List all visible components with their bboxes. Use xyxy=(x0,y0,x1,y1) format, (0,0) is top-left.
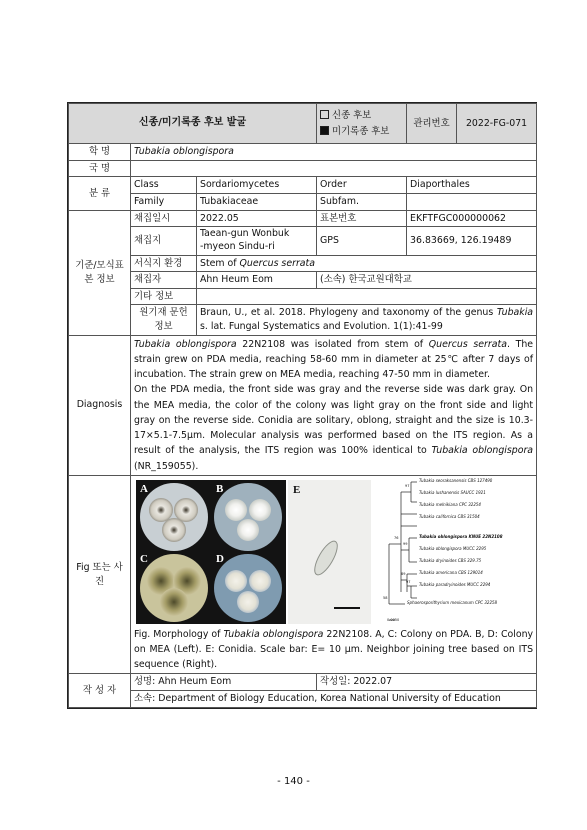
author-date-value: 2022.07 xyxy=(353,676,393,688)
tree-taxon: Tubakia californica CBS 31504 xyxy=(419,513,480,519)
subfamily-value xyxy=(407,193,537,210)
order-label: Order xyxy=(317,177,407,194)
support-value: 58 xyxy=(383,595,388,600)
record-table xyxy=(68,103,537,708)
collector-affiliation: (소속) 한국교원대학교 xyxy=(317,272,537,289)
petri-dish-graphic xyxy=(136,480,286,624)
habitat-value xyxy=(197,255,537,272)
collection-site-value xyxy=(197,227,317,255)
tree-scale-label: 0.0050 xyxy=(387,617,400,622)
support-value: 89 xyxy=(401,571,406,576)
checkbox-new-species[interactable] xyxy=(320,110,329,119)
diagnosis-species: Tubakia oblongispora xyxy=(134,338,237,350)
class-label: Class xyxy=(131,177,197,194)
checkbox-unrecorded-species[interactable] xyxy=(320,126,329,135)
subfamily-label: Subfam. xyxy=(317,193,407,210)
author-date: 작성일: 2022.07 xyxy=(317,674,537,691)
author-section-label: 작 성 자 xyxy=(69,674,131,707)
panel-a-label: A xyxy=(140,482,148,495)
korean-name-value xyxy=(131,160,537,177)
gps-value: 36.83669, 126.19489 xyxy=(407,227,537,255)
mgmt-number-value: 2022-FG-071 xyxy=(457,104,537,144)
diagnosis-text xyxy=(131,335,537,475)
specimen-number-value: EKFTFGC000000062 xyxy=(407,210,537,227)
phylogenetic-tree xyxy=(377,477,529,624)
tree-taxon: Sphaerosporithyrium mexicanum CPC 32258 xyxy=(407,599,498,605)
caption-rest: 22N2108. A, C: Colony on PDA. B, D: Colony on MEA (Left). E: Conidia. Scale bar: E= 10 μm. Neighbor joining tree based on ITS sequence (Right). xyxy=(134,628,534,671)
reference-genus: Tubakia xyxy=(496,307,534,319)
family-label: Family xyxy=(131,193,197,210)
diagnosis-species-2: Tubakia oblongispora xyxy=(431,445,534,457)
collector-label: 채집자 xyxy=(131,272,197,289)
habitat-prefix: Stem of xyxy=(200,257,240,269)
collector-value: Ahn Heum Eom xyxy=(197,272,317,289)
panel-d-label: D xyxy=(216,552,224,565)
scientific-name-value xyxy=(131,144,537,161)
diagnosis-text-4: (NR_159055). xyxy=(134,460,199,472)
tree-taxon: Tubakia seoraksanensis CBS 127490 xyxy=(419,477,493,483)
author-affil-value: Department of Biology Education, Korea National University of Education xyxy=(158,693,501,705)
option-new-label: 신종 후보 xyxy=(332,110,372,122)
tree-taxon: Tubakia americana CBS 129014 xyxy=(419,569,483,575)
panel-e-label: E xyxy=(293,483,301,496)
option-unrecorded-label: 미기록종 후보 xyxy=(332,125,390,137)
panel-c-label: C xyxy=(140,552,148,565)
habitat-label: 서식지 환경 xyxy=(131,255,197,272)
support-value: 97 xyxy=(406,579,411,584)
classification-label: 분 류 xyxy=(69,177,131,210)
collection-date-label: 채집일시 xyxy=(131,210,197,227)
reference-text-1: Braun, U., et al. 2018. Phylogeny and taxonomy of the genus xyxy=(200,307,497,319)
panel-b-label: B xyxy=(216,482,224,495)
habitat-host-species: Quercus serrata xyxy=(239,257,315,269)
other-info-label: 기타 정보 xyxy=(131,288,197,305)
colony-photos xyxy=(136,480,286,624)
scientific-name-text: Tubakia oblongispora xyxy=(134,146,234,157)
diagnosis-text-1: 22N2108 was isolated from stem of xyxy=(236,338,429,350)
diagnosis-label: Diagnosis xyxy=(69,335,131,475)
form-title: 신종/미기록종 후보 발굴 xyxy=(69,104,317,144)
tree-taxon: Tubakia dryinoides CBS 329.75 xyxy=(419,557,482,563)
author-affil-label: 소속 xyxy=(134,693,153,705)
candidate-type xyxy=(317,104,407,144)
diagnosis-host: Quercus serrata xyxy=(428,338,507,350)
specimen-section-label: 기준/모식표본 정보 xyxy=(69,210,131,335)
gps-label: GPS xyxy=(317,227,407,255)
reference-text-2: s. lat. Fungal Systematics and Evolution. 1(1):41-99 xyxy=(200,321,443,332)
figure-caption xyxy=(131,626,536,674)
figure-cell xyxy=(131,475,537,674)
author-name-value: Ahn Heum Eom xyxy=(158,676,232,688)
support-value: 99 xyxy=(403,541,408,546)
korean-name-label: 국 명 xyxy=(69,160,131,177)
support-value: 76 xyxy=(394,535,399,540)
tree-taxon: Tubakia lushanensis SAUCC 1921 xyxy=(419,489,486,495)
site-line-1: Taean-gun Wonbuk xyxy=(200,228,290,240)
record-sheet xyxy=(67,102,537,709)
tree-taxon: Tubakia oblongispora KNUE 22N2108 xyxy=(419,533,503,539)
figure-area xyxy=(131,476,536,626)
reference-label: 원기재 문헌 정보 xyxy=(131,305,197,335)
author-name: 성명: Ahn Heum Eom xyxy=(131,674,317,691)
diagnosis-text-2: . The strain grew on PDA media, reaching 58-60 mm in diameter at 25℃ after 7 days of incubation. The strain grew on MEA media, reaching 47-50 mm in diameter. xyxy=(134,338,534,381)
figure-label: Fig 또는 사진 xyxy=(69,475,131,674)
family-value: Tubakiaceae xyxy=(197,193,317,210)
specimen-number-label: 표본번호 xyxy=(317,210,407,227)
order-value: Diaporthales xyxy=(407,177,537,194)
author-date-label: 작성일 xyxy=(320,676,348,688)
conidium-graphic xyxy=(288,480,371,624)
scientific-name-label: 학 명 xyxy=(69,144,131,161)
collection-date-value: 2022.05 xyxy=(197,210,317,227)
page-number: - 140 - xyxy=(277,776,310,787)
tree-taxon: Tubakia melnikiana CPC 32254 xyxy=(419,501,481,507)
diagnosis-text-3: On the PDA media, the front side was gray and the reverse side was dark gray. On the MEA media, the color of the colony was light gray on the front side and light gray on the reverse side. Conidia are solitary, oblong, straight and the size is 10.3-17×5.1-7.5μm. Molecular analysis was performed based on the ITS region. As a result of the analysis, the ITS region was 100% identical to xyxy=(134,384,534,457)
author-affiliation: 소속: Department of Biology Education, Korea National University of Education xyxy=(131,691,537,708)
class-value: Sordariomycetes xyxy=(197,177,317,194)
caption-prefix: Fig. Morphology of xyxy=(134,628,224,640)
tree-taxon: Tubakia paradryinoides MUCC 2294 xyxy=(419,581,491,587)
tree-taxon: Tubakia oblongispora MUCC 2295 xyxy=(419,545,487,551)
other-info-value xyxy=(197,288,537,305)
site-line-2: -myeon Sindu-ri xyxy=(200,240,275,252)
author-name-label: 성명 xyxy=(134,676,153,688)
reference-value xyxy=(197,305,537,335)
support-value: 97 xyxy=(405,483,410,488)
mgmt-number-label: 관리번호 xyxy=(407,104,457,144)
collection-site-label: 채집지 xyxy=(131,227,197,255)
caption-species: Tubakia oblongispora xyxy=(223,628,324,640)
conidia-micrograph xyxy=(288,480,371,624)
